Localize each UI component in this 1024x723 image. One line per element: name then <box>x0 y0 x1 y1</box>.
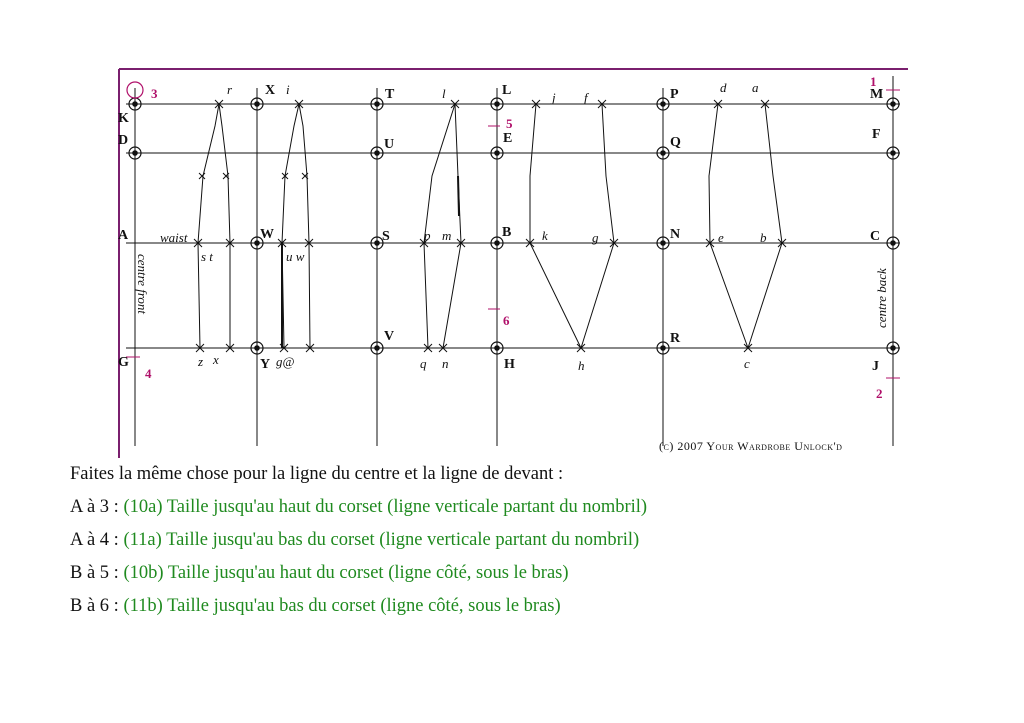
small-label-r: r <box>227 82 233 97</box>
label-E: E <box>503 131 513 146</box>
small-label-c: c <box>744 356 750 371</box>
number-2: 2 <box>876 386 883 401</box>
small-label-i: i <box>286 82 290 97</box>
label-V: V <box>384 329 395 344</box>
step-3-text: (10b) Taille jusqu'au haut du corset (ligne côté, sous le bras) <box>123 563 569 583</box>
label-R: R <box>670 331 681 346</box>
label-B: B <box>502 225 512 240</box>
label-T: T <box>385 87 395 102</box>
label-N: N <box>670 227 681 242</box>
pattern-pieces <box>198 104 782 348</box>
instruction-step-2 <box>70 524 970 557</box>
centre-front-annotation: centre front <box>135 254 150 315</box>
number-4: 4 <box>145 366 152 381</box>
grid-labels <box>118 83 883 374</box>
step-1-label: A à 3 : <box>70 497 119 517</box>
instructions-intro: Faites la même chose pour la ligne du centre et la ligne de devant : <box>70 464 564 484</box>
measurement-ticks <box>126 90 900 378</box>
small-label-b: b <box>760 230 767 245</box>
instructions-block <box>70 458 970 623</box>
small-label-d: d <box>720 80 727 95</box>
centre-back-annotation: centre back <box>874 268 889 328</box>
label-L: L <box>502 83 512 98</box>
instruction-step-3 <box>70 557 970 590</box>
label-Y: Y <box>260 357 271 372</box>
label-X: X <box>265 83 276 98</box>
number-6: 6 <box>503 313 510 328</box>
instruction-step-4 <box>70 590 970 623</box>
label-Q: Q <box>670 135 681 150</box>
small-label-p: p <box>424 228 431 243</box>
small-label-a: a <box>752 80 759 95</box>
waist-annotation: waist <box>160 230 188 245</box>
label-P: P <box>670 87 679 102</box>
step-3-label: B à 5 : <box>70 563 119 583</box>
label-H: H <box>504 357 515 372</box>
label-C: C <box>870 229 881 244</box>
small-label-x: x <box>213 352 219 367</box>
horizontal-lines <box>126 104 900 348</box>
number-3: 3 <box>151 86 158 101</box>
small-label-f: f <box>584 90 588 105</box>
copyright-notice: (c) 2007 Your Wardrobe Unlock'd <box>659 439 843 453</box>
number-1: 1 <box>870 74 877 89</box>
label-D: D <box>118 133 129 148</box>
label-W: W <box>260 227 274 242</box>
label-J: J <box>872 359 879 374</box>
small-label-m: m <box>442 228 452 243</box>
label-K: K <box>118 111 129 126</box>
grid-point-markers <box>127 82 899 354</box>
small-label-g: g <box>592 230 599 245</box>
label-A: A <box>118 228 129 243</box>
step-2-text: (11a) Taille jusqu'au bas du corset (ligne verticale partant du nombril) <box>123 530 640 550</box>
small-label-g-at: g@ <box>276 354 295 369</box>
small-label-n: n <box>442 356 449 371</box>
number-5: 5 <box>506 116 513 131</box>
vertical-lines <box>135 76 893 446</box>
small-label-s-t: s t <box>201 249 213 264</box>
small-label-h: h <box>578 358 585 373</box>
small-label-u-w: u w <box>286 249 305 264</box>
small-label-l: l <box>442 86 446 101</box>
step-4-text: (11b) Taille jusqu'au bas du corset (ligne côté, sous le bras) <box>123 596 561 616</box>
small-label-j: j <box>552 90 556 105</box>
label-U: U <box>384 137 395 152</box>
label-S: S <box>382 229 390 244</box>
label-G: G <box>118 355 129 370</box>
small-label-q: q <box>420 356 427 371</box>
step-4-label: B à 6 : <box>70 596 119 616</box>
small-label-k: k <box>542 228 548 243</box>
label-M: M <box>870 87 884 102</box>
label-F: F <box>872 127 881 142</box>
corset-pattern-diagram <box>114 66 910 458</box>
step-2-label: A à 4 : <box>70 530 119 550</box>
small-label-e: e <box>718 230 724 245</box>
step-1-text: (10a) Taille jusqu'au haut du corset (ligne verticale partant du nombril) <box>123 497 648 517</box>
instruction-step-1 <box>70 491 970 524</box>
small-label-z: z <box>198 354 204 369</box>
